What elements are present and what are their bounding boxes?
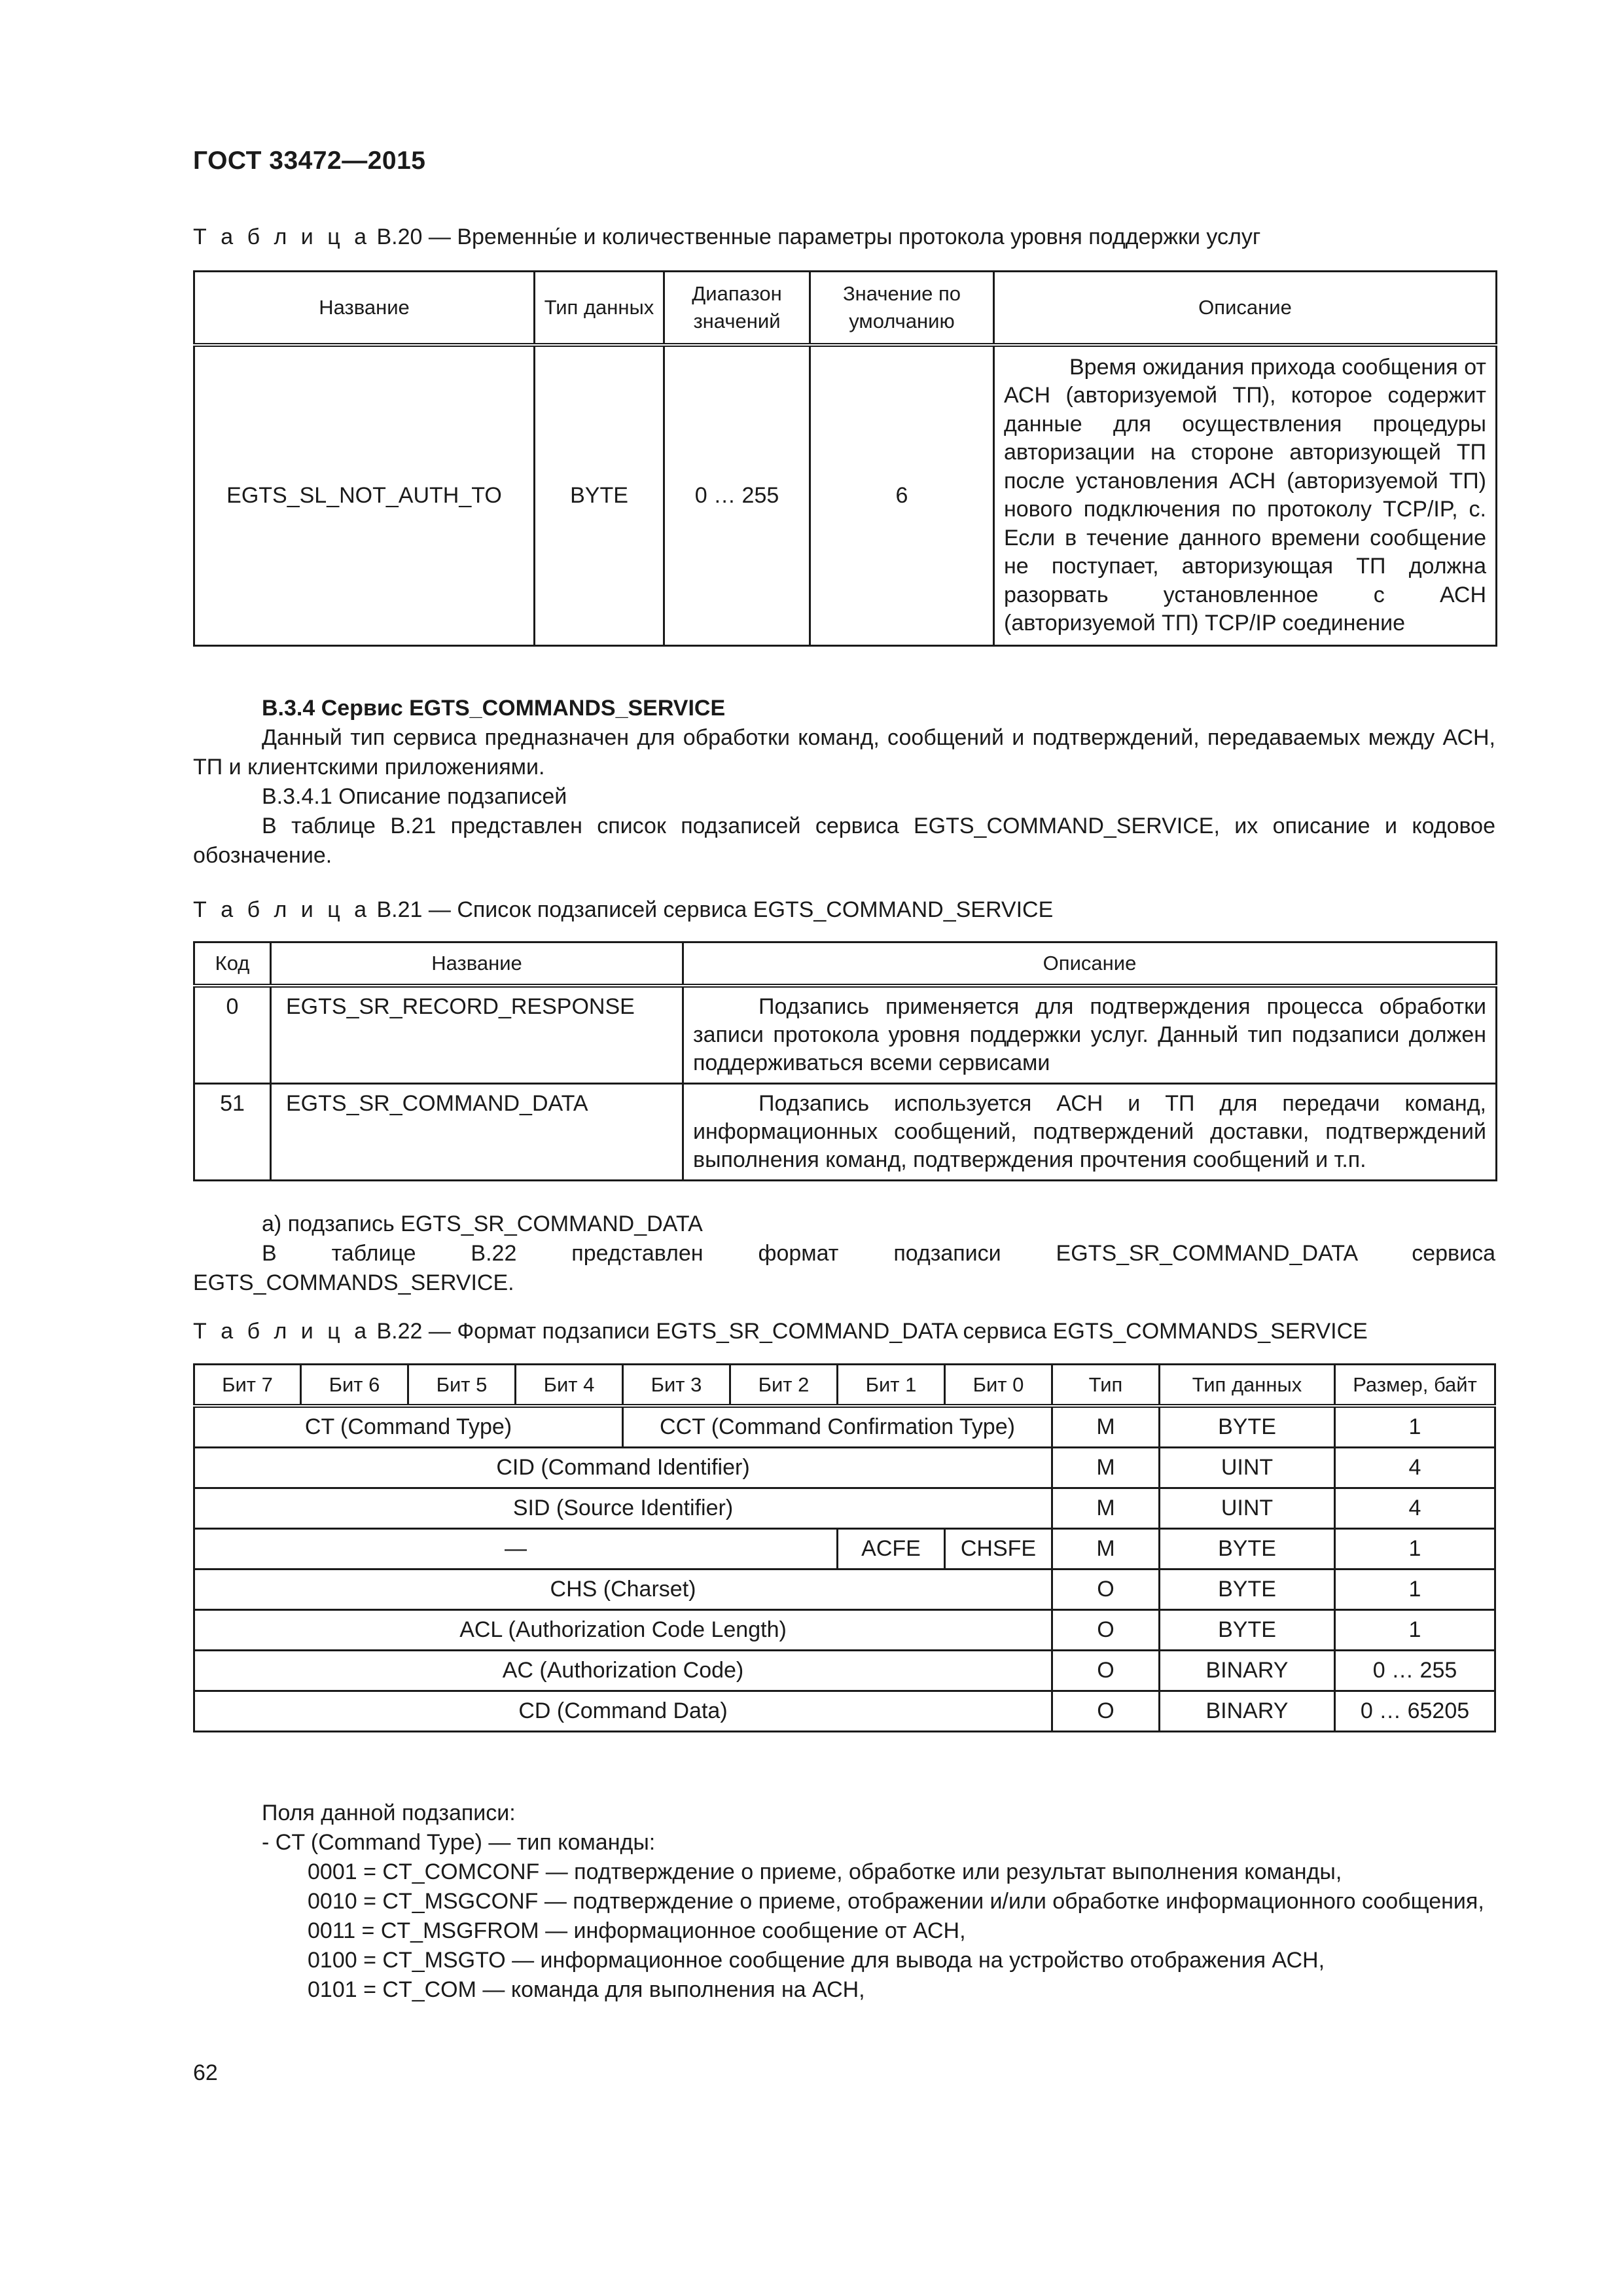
cell-name: EGTS_SL_NOT_AUTH_TO: [194, 345, 535, 646]
paragraph: Данный тип сервиса предназначен для обработки команд, сообщений и подтверждений, передаваемых между АСН, ТП и клиентскими приложениями.: [193, 725, 1495, 780]
cell-type: O: [1052, 1610, 1160, 1651]
cell-field: CHSFE: [945, 1529, 1052, 1570]
table-row: [194, 1651, 1495, 1691]
table-row: [194, 1488, 1495, 1529]
table-row: [194, 1610, 1495, 1651]
subrecord-title: а) подзапись EGTS_SR_COMMAND_DATA: [262, 1211, 703, 1236]
cell-description: Подзапись применяется для подтверждения процесса обработки записи протокола уровня поддержки услуг. Данный тип подзаписи должен поддерживаться всеми сервисами: [683, 986, 1497, 1084]
cell-data-type: UINT: [1160, 1448, 1335, 1488]
cell-range: 0 … 255: [664, 345, 810, 646]
col-header-bit5: Бит 5: [408, 1365, 516, 1407]
col-header-bit0: Бит 0: [945, 1365, 1052, 1407]
cell-field: CID (Command Identifier): [194, 1448, 1052, 1488]
table-row: [194, 345, 1497, 646]
col-header-range: Диапазон значений: [664, 272, 810, 345]
cell-data-type: BYTE: [1160, 1610, 1335, 1651]
col-header-default: Значение по умолчанию: [810, 272, 994, 345]
section-heading: В.3.4 Сервис EGTS_COMMANDS_SERVICE: [262, 696, 726, 721]
col-header-description: Описание: [994, 272, 1497, 345]
caption-text: В.22 — Формат подзаписи EGTS_SR_COMMAND_DATA сервиса EGTS_COMMANDS_SERVICE: [370, 1319, 1368, 1344]
table-20-caption: [193, 224, 1260, 250]
cell-field: CHS (Charset): [194, 1570, 1052, 1610]
cell-data-type: BYTE: [1160, 1529, 1335, 1570]
col-header-code: Код: [194, 942, 271, 986]
cell-field: SID (Source Identifier): [194, 1488, 1052, 1529]
cell-size: 1: [1335, 1570, 1495, 1610]
table-22-intro: [193, 1210, 1495, 1298]
table-row: [194, 1529, 1495, 1570]
cell-size: 1: [1335, 1406, 1495, 1448]
cell-field: ACFE: [838, 1529, 945, 1570]
cell-size: 0 … 65205: [1335, 1691, 1495, 1732]
cell-field: CCT (Command Confirmation Type): [623, 1406, 1052, 1448]
cell-type: O: [1052, 1691, 1160, 1732]
col-header-bit7: Бит 7: [194, 1365, 301, 1407]
col-header-bit2: Бит 2: [730, 1365, 838, 1407]
list-item: 0011 = CT_MSGFROM — информационное сообщение от АСН,: [308, 1918, 966, 1943]
col-header-size: Размер, байт: [1335, 1365, 1495, 1407]
cell-size: 1: [1335, 1529, 1495, 1570]
cell-type: M: [1052, 1529, 1160, 1570]
fields-description: [193, 1799, 1495, 2005]
cell-field: AC (Authorization Code): [194, 1651, 1052, 1691]
paragraph: В таблице В.21 представлен список подзаписей сервиса EGTS_COMMAND_SERVICE, их описание и кодовое обозначение.: [193, 814, 1495, 868]
cell-size: 4: [1335, 1448, 1495, 1488]
table-row: [194, 1406, 1495, 1448]
cell-field: ACL (Authorization Code Length): [194, 1610, 1052, 1651]
cell-code: 51: [194, 1083, 271, 1180]
paragraph: В таблице В.22 представлен формат подзаписи EGTS_SR_COMMAND_DATA сервиса EGTS_COMMANDS_SERVICE.: [193, 1241, 1495, 1295]
table-row: [194, 1083, 1497, 1180]
cell-data-type: BYTE: [1160, 1406, 1335, 1448]
cell-size: 0 … 255: [1335, 1651, 1495, 1691]
list-item: 0100 = CT_MSGTO — информационное сообщение для вывода на устройство отображения АСН,: [308, 1948, 1325, 1973]
section-body: [193, 694, 1495, 870]
field-ct-heading: - CT (Command Type) — тип команды:: [262, 1830, 656, 1855]
cell-name: EGTS_SR_RECORD_RESPONSE: [271, 986, 683, 1084]
col-header-bit6: Бит 6: [301, 1365, 408, 1407]
cell-size: 4: [1335, 1488, 1495, 1529]
list-item: 0101 = CT_COM — команда для выполнения на АСН,: [308, 1977, 865, 2002]
cell-field: CD (Command Data): [194, 1691, 1052, 1732]
col-header-name: Название: [271, 942, 683, 986]
cell-type: M: [1052, 1448, 1160, 1488]
cell-field: —: [194, 1529, 838, 1570]
cell-name: EGTS_SR_COMMAND_DATA: [271, 1083, 683, 1180]
table-22: [193, 1363, 1496, 1732]
subsection-heading: В.3.4.1 Описание подзаписей: [262, 784, 567, 809]
caption-text: В.20 — Временны́е и количественные параметры протокола уровня поддержки услуг: [370, 224, 1261, 249]
list-item: 0010 = CT_MSGCONF — подтверждение о приеме, отображении и/или обработке информационного сообщения,: [308, 1889, 1484, 1914]
cell-default: 6: [810, 345, 994, 646]
table-row: [194, 1570, 1495, 1610]
table-21: [193, 941, 1497, 1181]
cell-data-type: BINARY: [1160, 1691, 1335, 1732]
table-row: [194, 1691, 1495, 1732]
cell-type: M: [1052, 1406, 1160, 1448]
col-header-type: Тип данных: [535, 272, 664, 345]
cell-data-type: UINT: [1160, 1488, 1335, 1529]
caption-prefix: Т а б л и ц а: [193, 224, 371, 249]
cell-description: Время ожидания прихода сообщения от АСН (авторизуемой ТП), которое содержит данные для осуществления процедуры авторизации на стороне авторизующей ТП после установления АСН (авторизуемой ТП) нового подключения по протоколу TCP/IP, с. Если в течение данного времени сообщение не поступает, авторизующая ТП должна разорвать установленное с АСН (авторизуемой ТП) TCP/IP соединение: [994, 345, 1497, 646]
cell-code: 0: [194, 986, 271, 1084]
cell-data-type: BYTE: [1160, 1570, 1335, 1610]
caption-prefix: Т а б л и ц а: [193, 897, 371, 922]
cell-type: O: [1052, 1570, 1160, 1610]
col-header-name: Название: [194, 272, 535, 345]
col-header-bit4: Бит 4: [516, 1365, 623, 1407]
list-item: 0001 = CT_COMCONF — подтверждение о приеме, обработке или результат выполнения команды,: [308, 1859, 1342, 1884]
col-header-bit1: Бит 1: [838, 1365, 945, 1407]
col-header-data-type: Тип данных: [1160, 1365, 1335, 1407]
caption-prefix: Т а б л и ц а: [193, 1319, 371, 1344]
table-21-caption: [193, 897, 1053, 923]
table-row: [194, 1448, 1495, 1488]
cell-type: O: [1052, 1651, 1160, 1691]
table-20: [193, 270, 1497, 647]
cell-size: 1: [1335, 1610, 1495, 1651]
table-22-caption: [193, 1319, 1368, 1344]
document-header: ГОСТ 33472—2015: [193, 147, 426, 175]
cell-type: M: [1052, 1488, 1160, 1529]
cell-field: CT (Command Type): [194, 1406, 623, 1448]
col-header-type: Тип: [1052, 1365, 1160, 1407]
fields-intro: Поля данной подзаписи:: [262, 1801, 516, 1825]
page-number: 62: [193, 2060, 218, 2085]
cell-data-type: BINARY: [1160, 1651, 1335, 1691]
table-row: [194, 986, 1497, 1084]
caption-text: В.21 — Список подзаписей сервиса EGTS_COMMAND_SERVICE: [370, 897, 1054, 922]
col-header-bit3: Бит 3: [623, 1365, 730, 1407]
col-header-description: Описание: [683, 942, 1497, 986]
cell-type: BYTE: [535, 345, 664, 646]
cell-description: Подзапись используется АСН и ТП для передачи команд, информационных сообщений, подтверждений доставки, подтверждений выполнения команд, подтверждения прочтения сообщений и т.п.: [683, 1083, 1497, 1180]
